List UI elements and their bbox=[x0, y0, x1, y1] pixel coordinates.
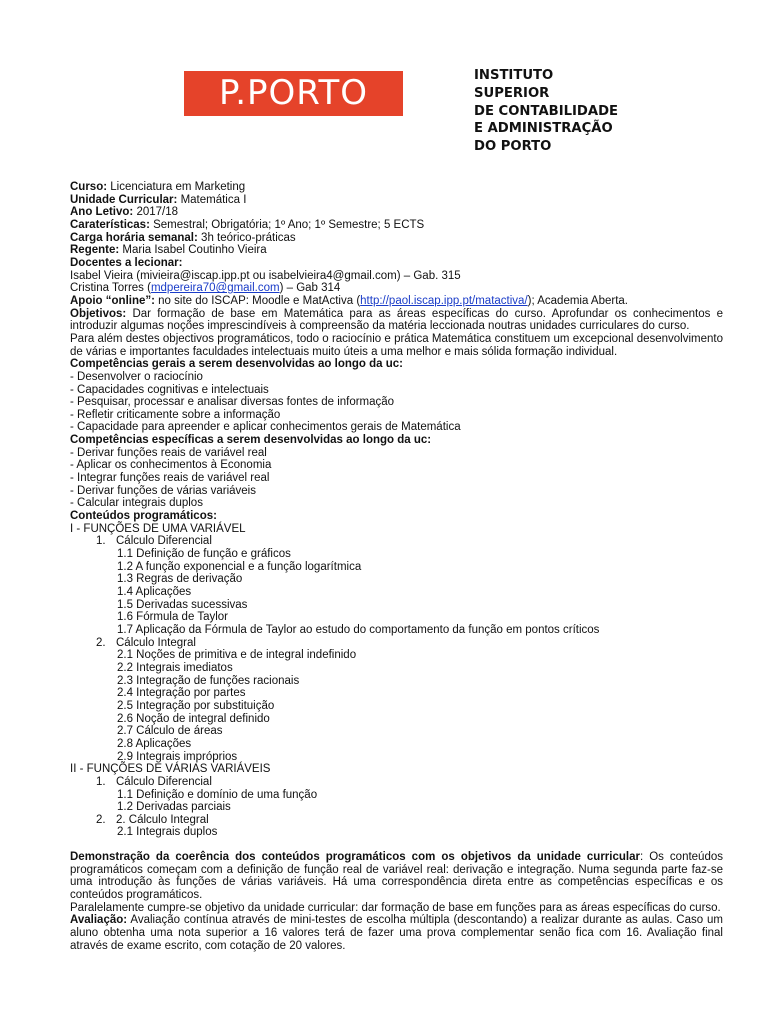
avaliacao-paragraph bbox=[70, 914, 723, 952]
curso-line bbox=[70, 181, 723, 194]
competencias-gerais-label: Competências gerais a serem desenvolvidas ao longo da uc: bbox=[70, 358, 403, 371]
list-item: - Refletir criticamente sobre a informação bbox=[70, 408, 281, 421]
institute-line: E ADMINISTRAÇÃO bbox=[474, 121, 613, 137]
ano-line bbox=[70, 206, 723, 219]
list-item: 2.1 Integrais duplos bbox=[117, 826, 218, 839]
institute-name bbox=[474, 67, 618, 156]
section-heading bbox=[70, 776, 723, 789]
section-number: 2. bbox=[96, 813, 106, 826]
uc-line bbox=[70, 194, 723, 207]
list-item: 2.2 Integrais imediatos bbox=[117, 661, 233, 674]
docente-2-office: ) – Gab 314 bbox=[279, 282, 341, 295]
list-item: - Pesquisar, processar e analisar diversas fontes de informação bbox=[70, 396, 395, 409]
section-title: Cálculo Integral bbox=[116, 636, 196, 649]
matactiva-link[interactable]: http://paol.iscap.ipp.pt/matactiva/ bbox=[360, 294, 528, 307]
part-1-heading: I - FUNÇÕES DE UMA VARIÁVEL bbox=[70, 522, 246, 535]
list-item: 1.1 Definição de função e gráficos bbox=[117, 548, 291, 561]
institute-line: DE CONTABILIDADE bbox=[474, 103, 619, 119]
institute-line: INSTITUTO bbox=[474, 68, 554, 83]
list-item: 2.9 Integrais impróprios bbox=[117, 750, 238, 763]
docente-1: Isabel Vieira (mivieira@iscap.ipp.pt ou isabelvieira4@gmail.com) – Gab. 315 bbox=[70, 269, 461, 282]
objetivos-paragraph-2: Para além destes objectivos programáticos, todo o raciocínio e prática Matemática constituem um excepcional desenvolvimento de várias e importantes faculdades intelectuais muito úteis a uma melhor e mais sólida formação individual. bbox=[70, 332, 723, 358]
uc-label: Unidade Curricular: bbox=[70, 193, 178, 206]
competencias-especificas-label: Competências específicas a serem desenvolvidas ao longo da uc: bbox=[70, 434, 432, 447]
regente-line bbox=[70, 244, 723, 257]
section-title: Cálculo Diferencial bbox=[116, 775, 212, 788]
list-item: - Desenvolver o raciocínio bbox=[70, 370, 203, 383]
uc-value: Matemática I bbox=[180, 193, 247, 206]
avaliacao-label: Avaliação: bbox=[70, 914, 128, 927]
list-item: 1.4 Aplicações bbox=[117, 586, 192, 598]
regente-value: Maria Isabel Coutinho Vieira bbox=[122, 244, 267, 257]
list-item: 1.5 Derivadas sucessivas bbox=[117, 598, 248, 611]
list-item: 1.7 Aplicação da Fórmula de Taylor ao estudo do comportamento da função em pontos críticos bbox=[117, 623, 600, 636]
carga-value: 3h teórico-práticas bbox=[201, 231, 296, 244]
carga-line bbox=[70, 232, 723, 245]
ano-label: Ano Letivo: bbox=[70, 206, 134, 219]
institute-line: SUPERIOR bbox=[474, 85, 550, 101]
docente-2-email-link[interactable]: mdpereira70@gmail.com bbox=[150, 282, 280, 295]
regente-label: Regente: bbox=[70, 244, 120, 257]
section-title: 2. Cálculo Integral bbox=[116, 813, 209, 826]
section-title: Cálculo Diferencial bbox=[116, 535, 212, 548]
carac-value: Semestral; Obrigatória; 1º Ano; 1º Semestre; 5 ECTS bbox=[153, 218, 425, 231]
list-item: 1.2 Derivadas parciais bbox=[117, 801, 231, 814]
list-item: - Calcular integrais duplos bbox=[70, 497, 203, 510]
demonstracao-paragraph-2: Paralelamente cumpre-se objetivo da unidade curricular: dar formação de base em funções para as áreas específicas do curso. bbox=[70, 901, 721, 914]
institute-line: DO PORTO bbox=[474, 139, 552, 155]
section-number: 1. bbox=[96, 775, 106, 788]
section-heading bbox=[70, 814, 723, 827]
section-number: 2. bbox=[96, 636, 106, 649]
document-body bbox=[70, 181, 723, 952]
apoio-text: no site do ISCAP: Moodle e MatActiva ( bbox=[154, 294, 361, 307]
carac-label: Caraterísticas: bbox=[70, 218, 150, 231]
list-item: 2.7 Cálculo de áreas bbox=[117, 725, 223, 738]
list-item: 1.1 Definição e domínio de uma função bbox=[117, 788, 318, 801]
list-item: 2.5 Integração por substituição bbox=[117, 699, 275, 712]
carac-line bbox=[70, 219, 723, 232]
section-heading bbox=[70, 535, 723, 548]
apoio-label: Apoio “online”: bbox=[70, 294, 155, 307]
objetivos-label: Objetivos: bbox=[70, 307, 127, 320]
objetivos-paragraph bbox=[70, 308, 723, 333]
docentes-label: Docentes a lecionar: bbox=[70, 256, 183, 269]
list-item: - Capacidade para apreender e aplicar conhecimentos gerais de Matemática bbox=[70, 421, 461, 434]
apoio-text-end: ); Academia Aberta. bbox=[527, 294, 629, 307]
list-item: - Derivar funções reais de variável real bbox=[70, 446, 267, 459]
ano-value: 2017/18 bbox=[136, 206, 179, 219]
section-number: 1. bbox=[96, 535, 106, 548]
conteudos-label: Conteúdos programáticos: bbox=[70, 510, 217, 523]
list-item: - Derivar funções de várias variáveis bbox=[70, 484, 256, 497]
list-item: 1.2 A função exponencial e a função logarítmica bbox=[117, 560, 362, 573]
docente-2-name: Cristina Torres ( bbox=[70, 282, 151, 295]
list-item: 2.4 Integração por partes bbox=[117, 687, 246, 700]
curso-label: Curso: bbox=[70, 181, 108, 193]
list-item: 1.3 Regras de derivação bbox=[117, 573, 243, 586]
list-item: - Capacidades cognitivas e intelectuais bbox=[70, 383, 269, 396]
pporto-logo bbox=[184, 71, 403, 116]
curso-value: Licenciatura em Marketing bbox=[110, 181, 246, 193]
spacer bbox=[70, 839, 723, 851]
apoio-line bbox=[70, 295, 723, 308]
carga-label: Carga horária semanal: bbox=[70, 231, 198, 244]
avaliacao-text: Avaliação contínua através de mini-testes de escolha múltipla (descontando) a realizar durante as aulas. Caso um aluno obtenha uma nota superior a 16 valores terá de fazer uma prova complementar senão fica com 16. Avaliação final através de exame escrito, com cotação de 20 valores. bbox=[70, 914, 723, 952]
demonstracao-text: : Os conteúdos programáticos começam com a definição de função real de variável real: derivação e integração. Numa segunda parte faz-se uma introdução às funções de várias variáveis. Há uma correspondência direta entre as competências específicas e os conteúdos programáticos. bbox=[70, 851, 723, 902]
list-item: 1.6 Fórmula de Taylor bbox=[117, 611, 229, 624]
list-item: - Aplicar os conhecimentos à Economia bbox=[70, 459, 272, 472]
list-item: 2.3 Integração de funções racionais bbox=[117, 674, 300, 687]
logo-text: P.PORTO bbox=[219, 73, 368, 113]
demonstracao-paragraph bbox=[70, 851, 723, 902]
list-item: 2.1 Noções de primitiva e de integral indefinido bbox=[117, 649, 357, 662]
part-2-heading: II - FUNÇÕES DE VÁRIAS VARIÁVEIS bbox=[70, 763, 271, 776]
demonstracao-label: Demonstração da coerência dos conteúdos programáticos com os objetivos da unidade curricular bbox=[70, 851, 640, 864]
section-heading bbox=[70, 637, 723, 650]
list-item: 2.8 Aplicações bbox=[117, 737, 192, 750]
objetivos-text: Dar formação de base em Matemática para as áreas específicas do curso. Aprofundar os conhecimentos e introduzir algumas noções imprescindíveis à compreensão da matéria leccionada noutras unidades curriculares do curso. bbox=[70, 307, 723, 333]
docente-2 bbox=[70, 282, 723, 295]
list-item: 2.6 Noção de integral definido bbox=[117, 712, 270, 725]
list-item: - Integrar funções reais de variável real bbox=[70, 472, 270, 485]
